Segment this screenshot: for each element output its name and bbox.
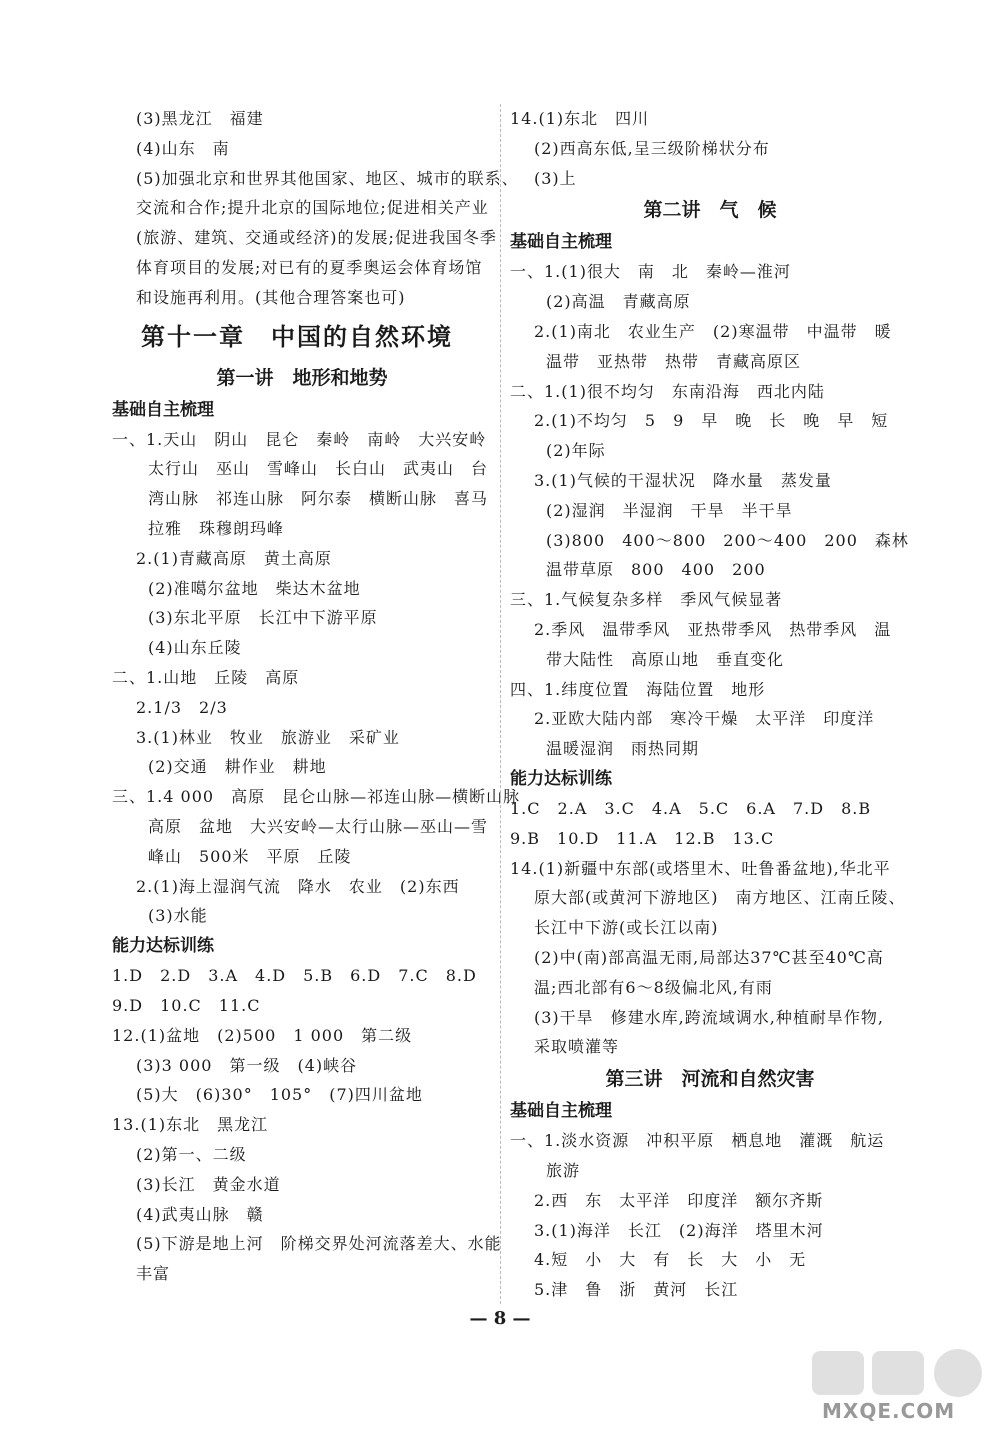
answer-line: (4)山东丘陵 (148, 638, 242, 658)
answer-line: (3)3 000 第一级 (4)峡谷 (136, 1055, 358, 1075)
watermark (810, 1345, 990, 1427)
answer-line: (3)长江 黄金水道 (136, 1174, 281, 1194)
answer-line: (2)中(南)部高温无雨,局部达37℃甚至40℃高 (534, 947, 884, 967)
answer-line: (3)800 400～800 200～400 200 森林 (546, 530, 909, 550)
answer-line: (2)准噶尔盆地 柴达木盆地 (148, 578, 361, 598)
answer-line: 丰富 (136, 1264, 171, 1284)
answer-line: 原大部(或黄河下游地区) 南方地区、江南丘陵、 (534, 888, 906, 908)
page-number: — 8 — (469, 1308, 531, 1329)
answer-line: 体育项目的发展;对已有的夏季奥运会体育场馆 (136, 257, 483, 277)
answer-line: 一、1.天山 阴山 昆仑 秦岭 南岭 大兴安岭 (112, 429, 487, 449)
answer-line: 3.(1)林业 牧业 旅游业 采矿业 (136, 727, 400, 747)
answer-line: 二、1.(1)很不均匀 东南沿海 西北内陆 (510, 381, 825, 401)
answer-line: 峰山 500米 平原 丘陵 (148, 846, 352, 866)
answer-line: 旅游 (546, 1160, 581, 1180)
answer-line: (2)湿润 半湿润 干旱 半干旱 (546, 500, 793, 520)
answer-line: 带大陆性 高原山地 垂直变化 (546, 649, 785, 669)
answer-line: 14.(1)新疆中东部(或塔里木、吐鲁番盆地),华北平 (510, 858, 891, 878)
answer-line: 四、1.纬度位置 海陆位置 地形 (510, 679, 766, 699)
answer-line: 和设施再利用。(其他合理答案也可) (136, 287, 406, 307)
answer-line: 12.(1)盆地 (2)500 1 000 第二级 (112, 1025, 413, 1045)
answer-line: 一、1.淡水资源 冲积平原 栖息地 灌溉 航运 (510, 1131, 885, 1151)
answer-line: 交流和合作;提升北京的国际地位;促进相关产业 (136, 198, 489, 218)
answer-line: 2.(1)海上湿润气流 降水 农业 (2)东西 (136, 876, 460, 896)
answer-line: 温带 亚热带 热带 青藏高原区 (546, 351, 802, 371)
answer-line: 湾山脉 祁连山脉 阿尔泰 横断山脉 喜马 (148, 489, 489, 509)
answer-line: 13.(1)东北 黑龙江 (112, 1115, 269, 1135)
answer-line: 拉雅 珠穆朗玛峰 (148, 518, 285, 538)
answer-line: 2.西 东 太平洋 印度洋 额尔齐斯 (534, 1190, 824, 1210)
section-heading: 基础自主梳理 (510, 1101, 612, 1122)
answer-line: 长江中下游(或长江以南) (534, 918, 719, 938)
watermark-url: MXQE.COM (822, 1399, 956, 1423)
answer-line: 9.D 10.C 11.C (112, 995, 261, 1015)
right-column (510, 104, 910, 1305)
answer-line: 2.(1)南北 农业生产 (2)寒温带 中温带 暖 (534, 321, 892, 341)
answer-line: 2.亚欧大陆内部 寒冷干燥 太平洋 印度洋 (534, 709, 875, 729)
answer-line: (3)黑龙江 福建 (136, 109, 264, 128)
answer-line: 3.(1)气候的干湿状况 降水量 蒸发量 (534, 470, 832, 490)
lesson-title: 第二讲 气 候 (643, 199, 777, 222)
answer-line: 9.B 10.D 11.A 12.B 13.C (510, 828, 775, 848)
answer-line: (3)东北平原 长江中下游平原 (148, 608, 378, 628)
answer-line: (4)武夷山脉 赣 (136, 1204, 264, 1224)
answer-line: 2.季风 温带季风 亚热带季风 热带季风 温 (534, 619, 892, 639)
answer-line: 温;西北部有6～8级偏北风,有雨 (534, 977, 773, 997)
section-heading: 基础自主梳理 (510, 232, 612, 253)
answer-line: 3.(1)海洋 长江 (2)海洋 塔里木河 (534, 1220, 824, 1240)
lesson-title: 第三讲 河流和自然灾害 (605, 1068, 815, 1091)
answer-line: (3)水能 (148, 906, 208, 926)
answer-line: (2)第一、二级 (136, 1144, 247, 1164)
answer-line: 2.(1)青藏高原 黄土高原 (136, 548, 332, 568)
answer-line: 一、1.(1)很大 南 北 秦岭—淮河 (510, 262, 791, 282)
section-heading: 能力达标训练 (510, 768, 612, 789)
lesson-title: 第一讲 地形和地势 (216, 366, 388, 389)
left-column (112, 104, 521, 1289)
answer-line: 5.津 鲁 浙 黄河 长江 (534, 1280, 739, 1300)
answer-line: (4)山东 南 (136, 138, 230, 158)
answer-line: 1.C 2.A 3.C 4.A 5.C 6.A 7.D 8.B (510, 798, 872, 818)
answer-line: (5)加强北京和世界其他国家、地区、城市的联系、 (136, 168, 519, 188)
answer-line: 1.D 2.D 3.A 4.D 5.B 6.D 7.C 8.D (112, 966, 477, 986)
answer-line: 4.短 小 大 有 长 大 小 无 (534, 1250, 807, 1270)
answer-line: 采取喷灌等 (534, 1037, 620, 1057)
answer-line: 二、1.山地 丘陵 高原 (112, 667, 300, 687)
answer-line: (5)大 (6)30° 105° (7)四川盆地 (136, 1085, 423, 1105)
watermark-logo-icon (810, 1345, 990, 1401)
section-heading: 能力达标训练 (112, 936, 214, 957)
column-divider (500, 104, 502, 1304)
answer-line: (3)上 (534, 168, 577, 188)
answer-line: (2)高温 青藏高原 (546, 292, 691, 312)
answer-line: 2.(1)不均匀 5 9 早 晚 长 晚 早 短 (534, 411, 889, 431)
answer-line: (2)年际 (546, 441, 606, 461)
section-heading: 基础自主梳理 (112, 399, 214, 420)
chapter-title: 第十一章 中国的自然环境 (141, 321, 453, 351)
answer-line: 2.1/3 2/3 (136, 697, 228, 717)
answer-line: (旅游、建筑、交通或经济)的发展;促进我国冬季 (136, 228, 497, 248)
answer-line: 温带草原 800 400 200 (546, 560, 766, 580)
answer-line: 三、1.4 000 高原 昆仑山脉—祁连山脉—横断山脉 (112, 787, 521, 807)
answer-line: 温暖湿润 雨热同期 (546, 739, 700, 759)
answer-line: 高原 盆地 大兴安岭—太行山脉—巫山—雪 (148, 816, 489, 836)
answer-line: (2)西高东低,呈三级阶梯状分布 (534, 138, 770, 158)
answer-line: (2)交通 耕作业 耕地 (148, 757, 327, 777)
answer-line: 14.(1)东北 四川 (510, 109, 650, 128)
answer-line: 太行山 巫山 雪峰山 长白山 武夷山 台 (148, 459, 489, 479)
answer-line: (3)干旱 修建水库,跨流域调水,种植耐旱作物, (534, 1007, 884, 1027)
answer-line: 三、1.气候复杂多样 季风气候显著 (510, 590, 783, 610)
answer-line: (5)下游是地上河 阶梯交界处河流落差大、水能 (136, 1234, 502, 1254)
